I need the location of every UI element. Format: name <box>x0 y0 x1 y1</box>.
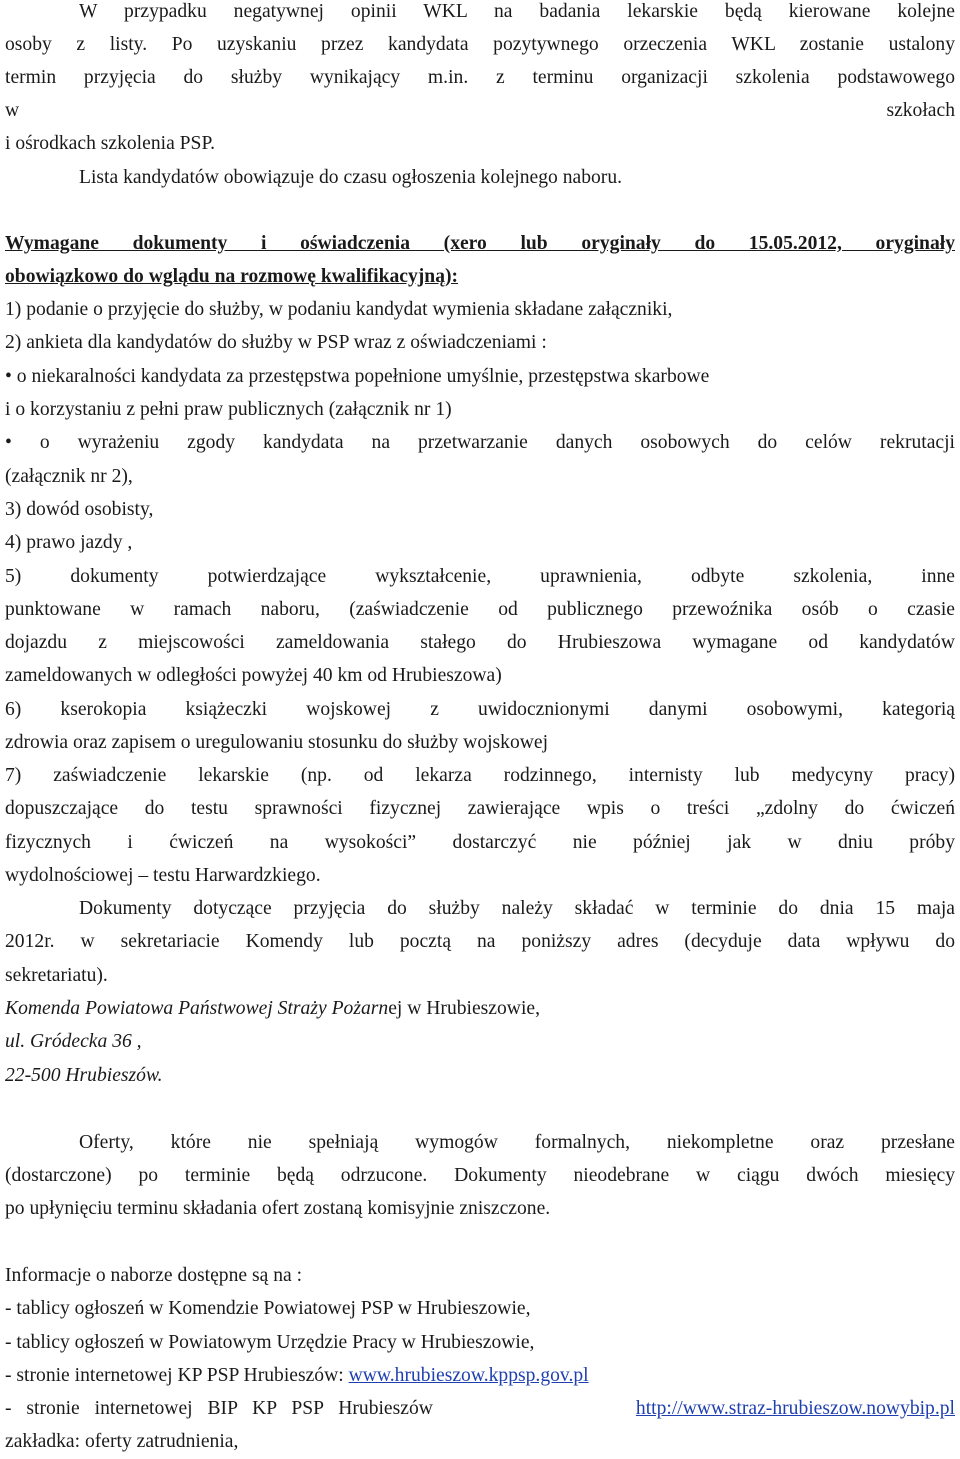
list-item: 2) ankieta dla kandydatów do służby w PSP wraz z oświadczeniami : <box>5 332 547 353</box>
section-heading: obowiązkowo do wglądu na rozmowę kwalifikacyjną): <box>5 266 459 287</box>
paragraph-line: Oferty, które nie spełniają wymogów formalnych, niekompletne oraz przesłane <box>79 1132 955 1153</box>
list-item: 4) prawo jazdy , <box>5 532 133 553</box>
list-item: 5) dokumenty potwierdzające wykształcenie, uprawnienia, odbyte szkolenia, inne <box>5 566 955 587</box>
address-name <box>5 997 955 1021</box>
paragraph-line: osoby z listy. Po uzyskaniu przez kandydata pozytywnego orzeczenia WKL zostanie ustalony <box>5 34 955 55</box>
line-end-text: szkołach <box>886 100 955 121</box>
address-name-italic: Komenda Powiatowa Państwowej Straży Pożarn <box>5 998 389 1019</box>
address-name-rest: ej w Hrubieszowie, <box>388 998 540 1019</box>
list-item-continued: dopuszczające do testu sprawności fizycznej zawierające wpis o treści „zdolny do ćwiczeń <box>5 798 955 819</box>
paragraph-line: i ośrodkach szkolenia PSP. <box>5 133 216 154</box>
info-item-text: - stronie internetowej BIP KP PSP Hrubieszów <box>5 1398 433 1419</box>
bullet-item: • o niekaralności kandydata za przestępstwa popełnione umyślnie, przestępstwa skarbowe <box>5 366 710 387</box>
info-list-item: - tablicy ogłoszeń w Komendzie Powiatowej PSP w Hrubieszowie, <box>5 1298 531 1319</box>
list-item-continued: wydolnościowej – testu Harwardzkiego. <box>5 865 321 886</box>
bip-website-link[interactable]: http://www.straz-hrubieszow.nowybip.pl <box>635 1398 955 1419</box>
list-item-continued: fizycznych i ćwiczeń na wysokości” dostarczyć nie później jak w dniu próby <box>5 832 955 853</box>
info-list-item: - tablicy ogłoszeń w Powiatowym Urzędzie Pracy w Hrubieszowie, <box>5 1332 535 1353</box>
bullet-item: • o wyrażeniu zgody kandydata na przetwarzanie danych osobowych do celów rekrutacji <box>5 432 955 453</box>
address-street: ul. Gródecka 36 , <box>5 1031 142 1052</box>
kppsp-website-link[interactable]: www.hrubieszow.kppsp.gov.pl <box>348 1365 589 1386</box>
list-item-continued: punktowane w ramach naboru, (zaświadczenie od publicznego przewoźnika osób o czasie <box>5 599 955 620</box>
section-heading: Wymagane dokumenty i oświadczenia (xero lub oryginały do 15.05.2012, oryginały <box>5 233 955 254</box>
info-item-text: - stronie internetowej KP PSP Hrubieszów: <box>5 1365 349 1386</box>
paragraph-line: W przypadku negatywnej opinii WKL na badania lekarskie będą kierowane kolejne <box>79 1 955 22</box>
paragraph-line: Dokumenty dotyczące przyjęcia do służby należy składać w terminie do dnia 15 maja <box>79 898 955 919</box>
paragraph-line <box>5 99 955 123</box>
list-item: 3) dowód osobisty, <box>5 499 154 520</box>
info-heading: Informacje o naborze dostępne są na : <box>5 1265 303 1286</box>
list-item: 7) zaświadczenie lekarskie (np. od lekarza rodzinnego, internisty lub medycyny pracy) <box>5 765 955 786</box>
list-item-continued: dojazdu z miejscowości zameldowania stałego do Hrubieszowa wymagane od kandydatów <box>5 632 955 653</box>
list-item-continued: zdrowia oraz zapisem o uregulowaniu stosunku do służby wojskowej <box>5 732 549 753</box>
list-item: 6) kserokopia książeczki wojskowej z uwidocznionymi danymi osobowymi, kategorią <box>5 699 955 720</box>
list-item: 1) podanie o przyjęcie do służby, w podaniu kandydat wymienia składane załączniki, <box>5 299 673 320</box>
bullet-item-continued: (załącznik nr 2), <box>5 466 133 487</box>
info-list-item <box>5 1397 955 1421</box>
address-city: 22-500 Hrubieszów. <box>5 1065 163 1086</box>
paragraph-line: (dostarczone) po terminie będą odrzucone. Dokumenty nieodebrane w ciągu dwóch miesięcy <box>5 1165 955 1186</box>
info-list-item <box>5 1364 955 1388</box>
paragraph-line: termin przyjęcia do służby wynikający m.in. z terminu organizacji szkolenia podstawowego <box>5 67 955 88</box>
list-item-continued: zameldowanych w odległości powyżej 40 km od Hrubieszowa) <box>5 665 502 686</box>
info-list-item: zakładka: oferty zatrudnienia, <box>5 1431 239 1452</box>
line-start-text: w <box>5 100 20 121</box>
paragraph-line: sekretariatu). <box>5 965 108 986</box>
paragraph-line: po upłynięciu terminu składania ofert zostaną komisyjnie zniszczone. <box>5 1198 551 1219</box>
bullet-item-continued: i o korzystaniu z pełni praw publicznych (załącznik nr 1) <box>5 399 452 420</box>
paragraph-line: Lista kandydatów obowiązuje do czasu ogłoszenia kolejnego naboru. <box>79 167 623 188</box>
paragraph-line: 2012r. w sekretariacie Komendy lub pocztą na poniższy adres (decyduje data wpływu do <box>5 931 955 952</box>
